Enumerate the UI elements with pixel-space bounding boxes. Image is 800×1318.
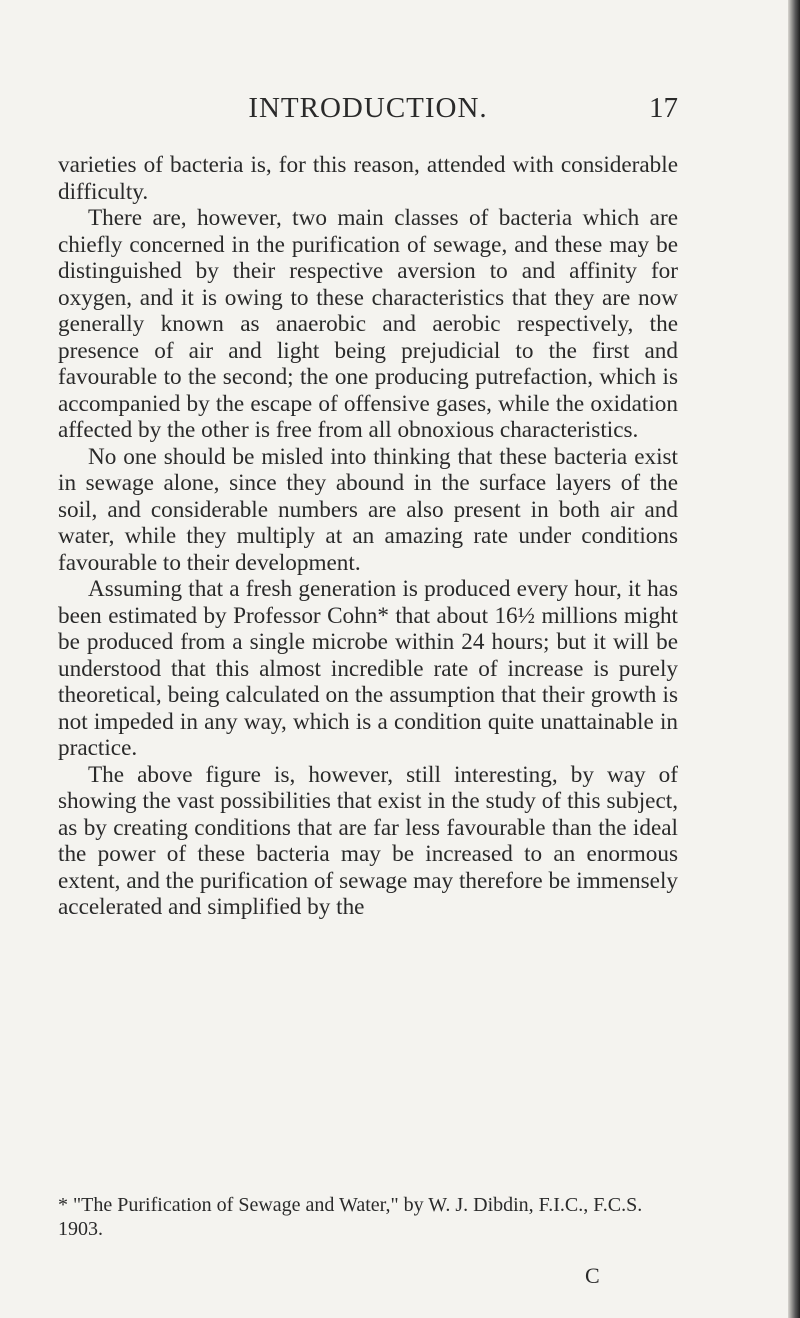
signature-mark: C [585,1263,600,1288]
paragraph: Assuming that a fresh generation is produced every hour, it has been estimated by Professor Cohn* that about 16½ millions might be produced from a single microbe within 24 hours; but it will be understood that this almost incredible rate of increase is purely theoretical, being calculated on the assumption that their growth is not impeded in any way, which is a condition quite unattainable in practice. [58,576,678,761]
paragraph: The above figure is, however, still interesting, by way of showing the vast possibilities that exist in the study of this subject, as by creating conditions that are far less favourable than the ideal the power of these bacteria may be increased to an enormous extent, and the purification of sewage may therefore be immensely accelerated and simplified by the [58,761,678,920]
paragraph: There are, however, two main classes of bacteria which are chiefly concerned in the purification of sewage, and these may be distinguished by their respective aversion to and affinity for oxygen, and it is owing to these characteristics that they are now generally known as anaerobic and aerobic respectively, the presence of air and light being prejudicial to the first and favourable to the second; the one producing putrefaction, which is accompanied by the escape of offensive gases, while the oxidation affected by the other is free from all obnoxious characteristics. [58,205,678,443]
page-number: 17 [649,92,678,124]
page-edge-shadow [788,0,800,1318]
page-header [58,88,678,128]
paragraph: No one should be misled into thinking that these bacteria exist in sewage alone, since they abound in the surface layers of the soil, and considerable numbers are also present in both air and water, while they multiply at an amazing rate under conditions favourable to their development. [58,443,678,576]
paragraph: varieties of bacteria is, for this reason, attended with considerable difficulty. [58,152,678,205]
running-head: INTRODUCTION. [248,92,488,124]
footnote: * "The Purification of Sewage and Water," by W. J. Dibdin, F.I.C., F.C.S. 1903. [58,1194,643,1240]
body-text [58,152,678,921]
